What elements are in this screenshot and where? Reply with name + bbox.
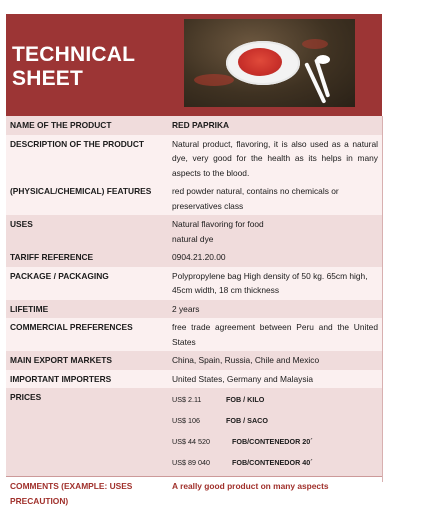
value-name: RED PAPRIKA xyxy=(168,116,382,135)
row-importers xyxy=(6,370,382,389)
header-banner xyxy=(6,14,382,116)
value-description: Natural product, flavoring, it is also used as a natural dye, very good for the health as its helps in many aspects to the blood. xyxy=(168,135,382,183)
label-prices: PRICES xyxy=(6,388,168,477)
title-line-2: SHEET xyxy=(12,67,135,91)
row-prices xyxy=(6,388,382,477)
row-tariff xyxy=(6,248,382,267)
label-description: DESCRIPTION OF THE PRODUCT xyxy=(6,135,168,183)
row-markets xyxy=(6,351,382,370)
price-item xyxy=(172,411,378,432)
value-commercial: free trade agreement between Peru and the United States xyxy=(168,318,382,351)
value-importers: United States, Germany and Malaysia xyxy=(168,370,382,389)
price-item xyxy=(172,390,378,411)
row-uses xyxy=(6,215,382,248)
value-markets: China, Spain, Russia, Chile and Mexico xyxy=(168,351,382,370)
price-unit: FOB / KILO xyxy=(226,393,264,408)
row-commercial xyxy=(6,318,382,351)
label-tariff: TARIFF REFERENCE xyxy=(6,248,168,267)
value-lifetime: 2 years xyxy=(168,300,382,319)
price-item xyxy=(172,432,378,453)
label-lifetime: LIFETIME xyxy=(6,300,168,319)
price-unit: FOB / SACO xyxy=(226,414,268,429)
label-package: PACKAGE / PACKAGING xyxy=(6,267,168,300)
price-amount: US$ 106 xyxy=(172,414,226,429)
value-tariff: 0904.21.20.00 xyxy=(168,248,382,267)
row-lifetime xyxy=(6,300,382,319)
value-comments: A really good product on many aspects xyxy=(168,477,382,510)
title-line-1: TECHNICAL xyxy=(12,43,135,67)
paprika-powder-image xyxy=(238,48,282,76)
label-markets: MAIN EXPORT MARKETS xyxy=(6,351,168,370)
label-uses: USES xyxy=(6,215,168,248)
price-item xyxy=(172,453,378,474)
row-name xyxy=(6,116,382,135)
label-name: NAME OF THE PRODUCT xyxy=(6,116,168,135)
value-uses-1: Natural flavoring for food xyxy=(172,217,378,232)
table-right-border xyxy=(382,116,383,482)
product-spec-table xyxy=(6,116,382,510)
price-unit: FOB/CONTENEDOR 40´ xyxy=(232,456,313,471)
price-amount: US$ 2.11 xyxy=(172,393,226,408)
value-package: Polypropylene bag High density of 50 kg. 65cm high, 45cm width, 18 cm thickness xyxy=(168,267,382,300)
label-features: (PHYSICAL/CHEMICAL) FEATURES xyxy=(6,182,168,215)
paprika-photo xyxy=(184,19,355,107)
prices-list xyxy=(168,388,382,477)
technical-sheet xyxy=(6,14,382,510)
sheet-title xyxy=(12,43,135,91)
label-comments: COMMENTS (EXAMPLE: USES PRECAUTION) xyxy=(6,477,168,510)
row-features xyxy=(6,182,382,215)
row-description xyxy=(6,135,382,183)
price-unit: FOB/CONTENEDOR 20´ xyxy=(232,435,313,450)
value-features: red powder natural, contains no chemicals or preservatives class xyxy=(168,182,382,215)
row-package xyxy=(6,267,382,300)
price-amount: US$ 44 520 xyxy=(172,435,232,450)
label-commercial: COMMERCIAL PREFERENCES xyxy=(6,318,168,351)
value-uses-2: natural dye xyxy=(172,232,378,247)
price-amount: US$ 89 040 xyxy=(172,456,232,471)
label-importers: IMPORTANT IMPORTERS xyxy=(6,370,168,389)
